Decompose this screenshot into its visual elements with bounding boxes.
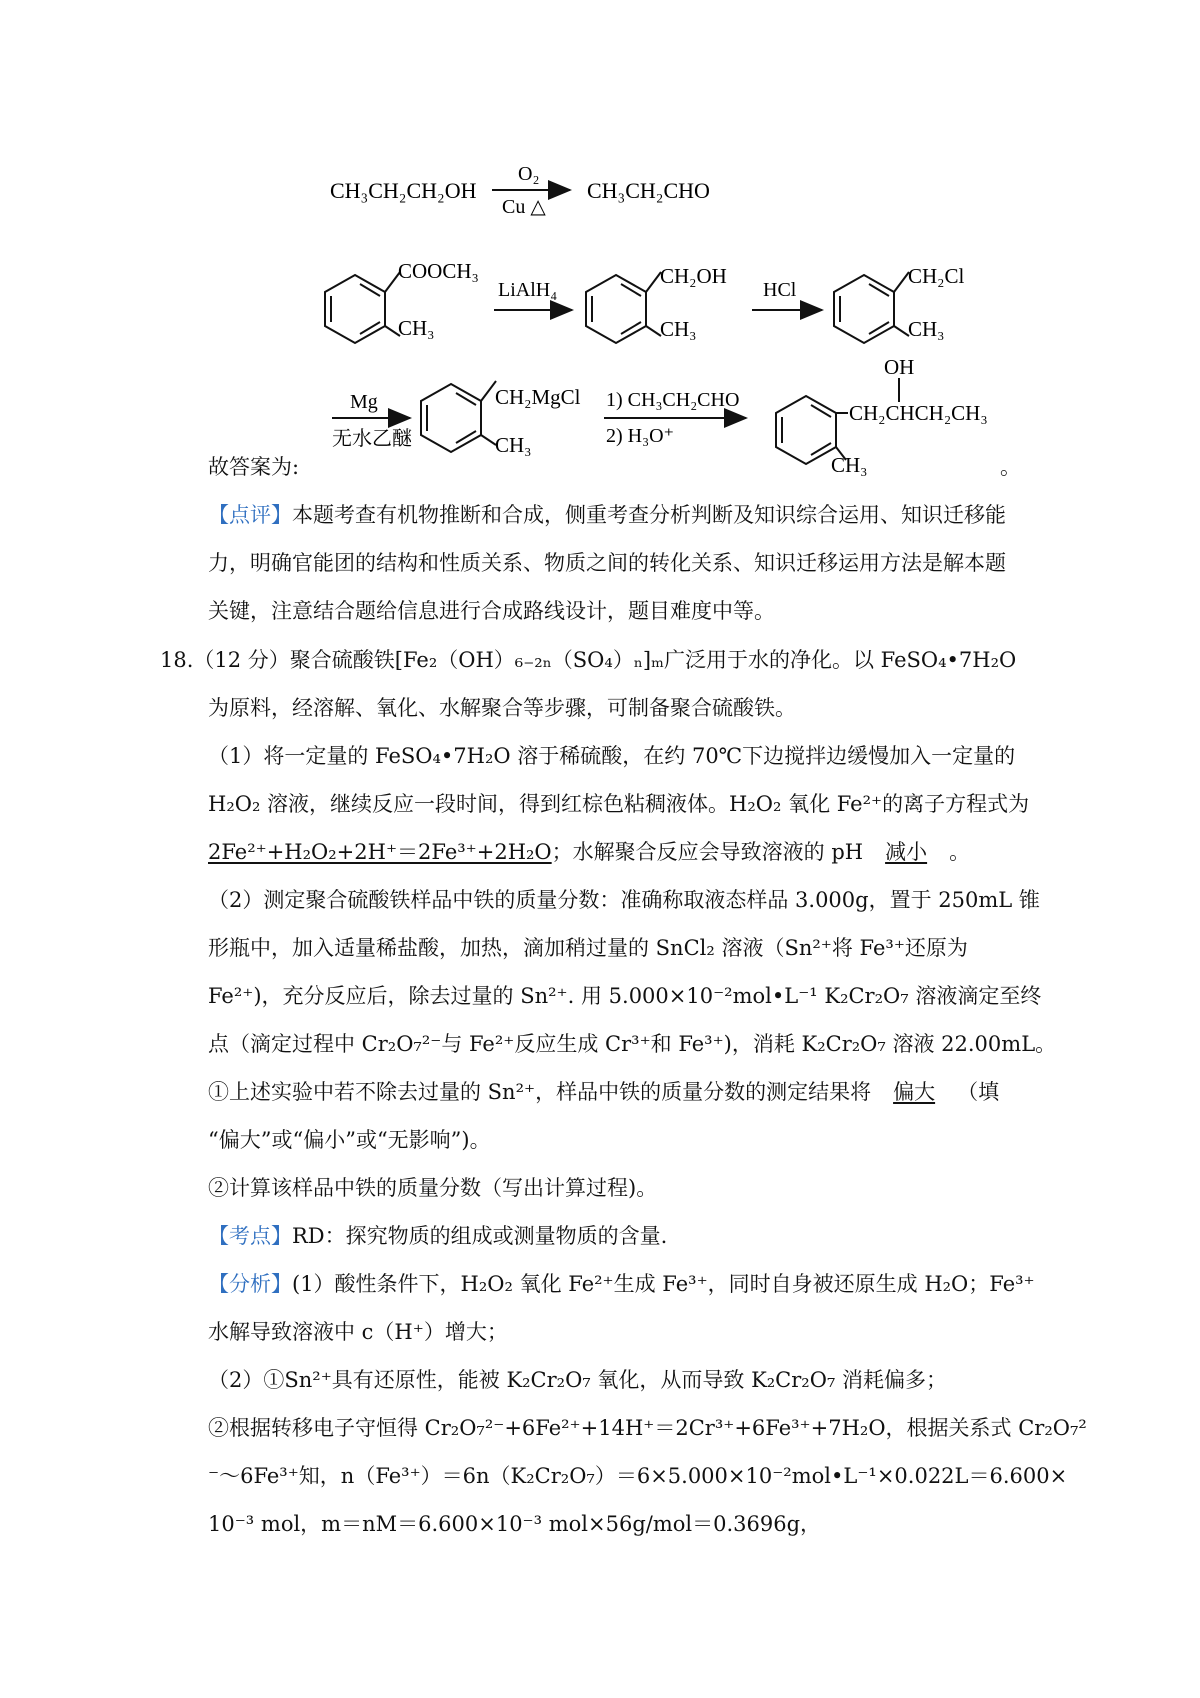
s3-sub-b: CH₃ [908,317,945,341]
arrow-4-top: 1) CH₃CH₂CHO [606,389,740,411]
s1-sub-b: CH₃ [398,316,435,340]
r1-reagent-bottom: Cu △ [502,196,546,218]
q18-score: （12 分）聚合硫酸铁[Fe₂（OH）₆₋₂ₙ（SO₄）ₙ]ₘ广泛用于水的净化。以 FeSO₄•7H₂O [193,648,1017,672]
kaodian-label: 【考点】 [208,1224,292,1248]
fenxi-line-2: 水解导致溶液中 c（H⁺）增大； [208,1320,508,1344]
review-line-2: 力，明确官能团的结构和性质关系、物质之间的转化关系、知识迁移运用方法是解本题 [208,551,1006,575]
q18-p2-line-4: 点（滴定过程中 Cr₂O₇²⁻与 Fe²⁺反应生成 Cr³⁺和 Fe³⁺)，消耗 K₂Cr₂O₇ 溶液 22.00mL。 [208,1032,1057,1056]
s2-sub-a: CH₂OH [660,264,727,288]
q18-line-2: 为原料，经溶解、氧化、水解聚合等步骤，可制备聚合硫酸铁。 [208,696,796,720]
q18-q1-line-1 [208,1077,999,1107]
r1-reagent-top: O₂ [518,163,540,185]
s1-sub-a: COOCH₃ [398,259,479,283]
benzene-ring-3 [834,272,909,343]
review-line-1 [208,500,1006,530]
benzene-ring-2 [586,272,661,343]
q18-p1-end: 。 [949,840,971,864]
answer-ph: 减小 [885,840,928,864]
q18-number: 18. [160,648,194,672]
r1-reactant: CH₃CH₂CH₂OH [330,178,477,203]
arrow-3-top: Mg [350,391,378,413]
r1-product: CH₃CH₂CHO [587,178,710,203]
q18-p1-line-3 [208,837,970,867]
q18-p2-line-2: 形瓶中，加入适量稀盐酸，加热，滴加稍过量的 SnCl₂ 溶液（Sn²⁺将 Fe³⁺还原为 [208,936,968,960]
fenxi-line-3: （2）①Sn²⁺具有还原性，能被 K₂Cr₂O₇ 氧化，从而导致 K₂Cr₂O₇ 消耗偏多； [208,1368,948,1392]
q18-line-1 [160,645,1016,675]
answer-bias: 偏大 [893,1080,936,1104]
arrow-4-bottom: 2) H₃O⁺ [606,425,675,447]
kaodian-line [208,1221,667,1251]
q18-p1-line-2: H₂O₂ 溶液，继续反应一段时间，得到红棕色粘稠液体。H₂O₂ 氧化 Fe²⁺的离子方程式为 [208,792,1030,816]
s3-sub-a: CH₂Cl [908,264,965,288]
arrow-1-reagent: LiAlH₄ [498,279,558,301]
q18-p2-line-1: （2）测定聚合硫酸铁样品中铁的质量分数：准确称取液态样品 3.000g，置于 250mL 锥 [208,888,1040,912]
arrow-3-bottom: 无水乙醚 [332,426,412,450]
fenxi-line-4: ②根据转移电子守恒得 Cr₂O₇²⁻+6Fe²⁺+14H⁺＝2Cr³⁺+6Fe³⁺+7H₂O，根据关系式 Cr₂O₇² [208,1416,1087,1440]
arrow-2-reagent: HCl [763,279,797,301]
answer-prefix: 故答案为: [208,455,300,479]
fenxi-line-6: 10⁻³ mol，m＝nM＝6.600×10⁻³ mol×56g/mol＝0.3696g， [208,1512,822,1536]
reaction-scheme [0,0,1200,480]
fenxi-line-5: ⁻～6Fe³⁺知，n（Fe³⁺）＝6n（K₂Cr₂O₇）＝6×5.000×10⁻²mol•L⁻¹×0.022L＝6.600× [208,1464,1068,1488]
s5-oh: OH [884,355,915,379]
s5-sub-b: CH₃ [831,453,868,477]
benzene-ring-1 [325,272,400,343]
review-line-3: 关键，注意结合题给信息进行合成路线设计，题目难度中等。 [208,599,775,623]
s4-sub-a: CH₂MgCl [495,385,581,409]
q18-q1-text: ①上述实验中若不除去过量的 Sn²⁺，样品中铁的质量分数的测定结果将 [208,1080,872,1104]
s4-sub-b: CH₃ [495,433,532,457]
q18-p1-line-1: （1）将一定量的 FeSO₄•7H₂O 溶于稀硫酸，在约 70℃下边搅拌边缓慢加入一定量的 [208,744,1016,768]
q18-q2-line: ②计算该样品中铁的质量分数（写出计算过程)。 [208,1176,658,1200]
fenxi-label: 【分析】 [208,1272,292,1296]
q18-q1-tail: （填 [957,1080,1000,1104]
benzene-ring-4 [421,381,496,452]
q18-p2-line-3: Fe²⁺)，充分反应后，除去过量的 Sn²⁺. 用 5.000×10⁻²mol•L⁻¹ K₂Cr₂O₇ 溶液滴定至终 [208,984,1042,1008]
kaodian-text: RD：探究物质的组成或测量物质的含量. [292,1224,668,1248]
fenxi-text-1: (1）酸性条件下，H₂O₂ 氧化 Fe²⁺生成 Fe³⁺，同时自身被还原生成 H₂O；Fe³⁺ [292,1272,1035,1296]
fenxi-line-1 [208,1269,1035,1299]
review-text-1: 本题考查有机物推断和合成，侧重考查分析判断及知识综合运用、知识迁移能 [292,503,1006,527]
q18-p1-mid: ；水解聚合反应会导致溶液的 pH [551,840,864,864]
review-label: 【点评】 [208,503,292,527]
s2-sub-b: CH₃ [660,317,697,341]
s5-chain: CH₂CHCH₂CH₃ [849,401,988,425]
q18-q1-line-2: “偏大”或“偏小”或“无影响”)。 [208,1128,491,1152]
answer-ionic-equation: 2Fe²⁺+H₂O₂+2H⁺＝2Fe³⁺+2H₂O [208,840,552,864]
answer-suffix: 。 [1000,455,1021,479]
